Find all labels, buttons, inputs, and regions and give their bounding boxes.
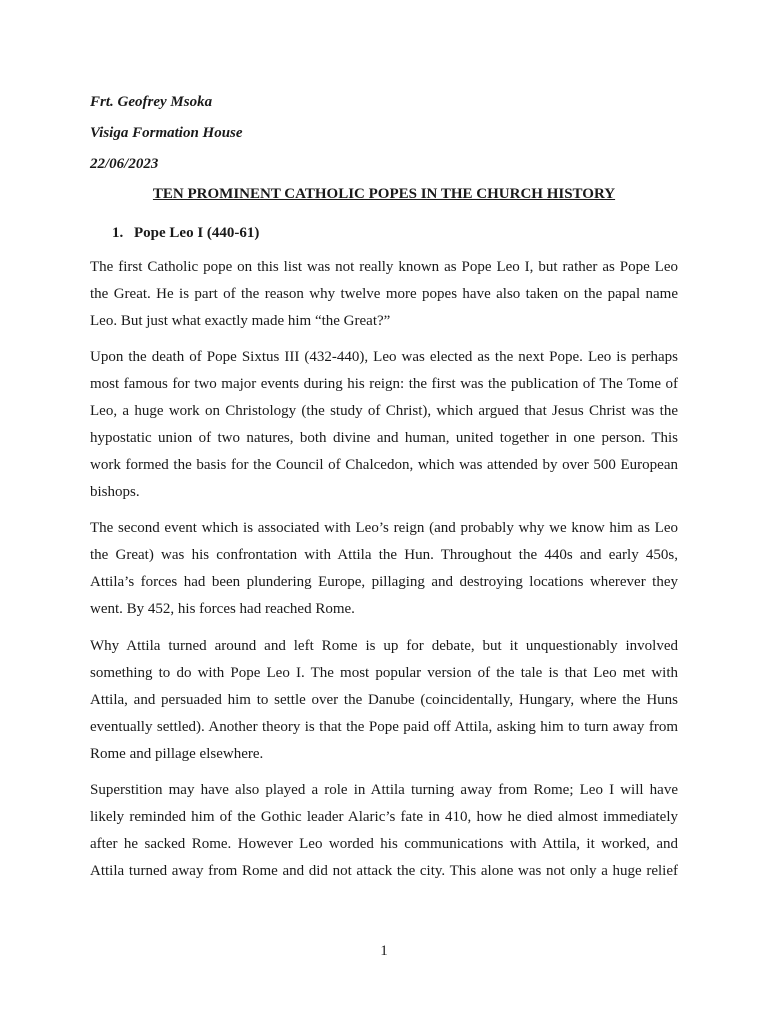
paragraph-line: The first Catholic pope on this list was not really known as Pope Leo I, but rather as Pope Leo	[90, 259, 678, 275]
document-title: TEN PROMINENT CATHOLIC POPES IN THE CHURCH HISTORY	[152, 186, 616, 202]
section-heading	[112, 223, 259, 243]
institution-name: Visiga Formation House	[90, 125, 243, 141]
paragraph-line: most famous for two major events during his reign: the first was the publication of The Tome of	[90, 376, 678, 392]
paragraph-3	[90, 515, 678, 623]
paragraph-line: Leo, a huge work on Christology (the study of Christ), which argued that Jesus Christ was the	[90, 403, 678, 419]
paragraph-line: likely reminded him of the Gothic leader Alaric’s fate in 410, how he died almost immediately	[90, 809, 678, 825]
document-date: 22/06/2023	[90, 156, 159, 172]
paragraph-line: eventually settled). Another theory is that the Pope paid off Attila, asking him to turn away from	[90, 719, 678, 735]
paragraph-line: Leo. But just what exactly made him “the Great?”	[90, 313, 391, 329]
page-number: 1	[380, 943, 388, 959]
paragraph-line: Rome and pillage elsewhere.	[90, 746, 264, 762]
paragraph-line: hypostatic union of two natures, both divine and human, united together in one person. This	[90, 430, 678, 446]
paragraph-line: The second event which is associated with Leo’s reign (and probably why we know him as Leo	[90, 520, 678, 536]
paragraph-line: Upon the death of Pope Sixtus III (432-440), Leo was elected as the next Pope. Leo is perhaps	[90, 349, 678, 365]
section-title: Pope Leo I (440-61)	[134, 225, 260, 241]
author-name: Frt. Geofrey Msoka	[90, 94, 213, 110]
paragraph-line: after he sacked Rome. However Leo worded his communications with Attila, it worked, and	[90, 836, 678, 852]
paragraph-line: bishops.	[90, 484, 140, 500]
paragraph-line: Attila, and persuaded him to settle over the Danube (coincidentally, Hungary, where the Huns	[90, 692, 678, 708]
paragraph-line: work formed the basis for the Council of Chalcedon, which was attended by over 500 European	[90, 457, 678, 473]
paragraph-1	[90, 254, 678, 335]
paragraph-line: Attila’s forces had been plundering Europe, pillaging and destroying locations wherever they	[90, 574, 678, 590]
paragraph-line: went. By 452, his forces had reached Rome.	[90, 601, 355, 617]
paragraph-2	[90, 344, 678, 506]
paragraph-line: the Great. He is part of the reason why twelve more popes have also taken on the papal name	[90, 286, 678, 302]
section-number: 1.	[112, 225, 124, 241]
paragraph-line: Attila turned away from Rome and did not attack the city. This alone was not only a huge relief	[90, 863, 678, 879]
paragraph-line: the Great) was his confrontation with Attila the Hun. Throughout the 440s and early 450s,	[90, 547, 678, 563]
paragraph-line: something to do with Pope Leo I. The most popular version of the tale is that Leo met with	[90, 665, 678, 681]
paragraph-4	[90, 633, 678, 768]
paragraph-line: Why Attila turned around and left Rome is up for debate, but it unquestionably involved	[90, 638, 678, 654]
paragraph-line: Superstition may have also played a role in Attila turning away from Rome; Leo I will have	[90, 782, 678, 798]
paragraph-5	[90, 777, 678, 885]
